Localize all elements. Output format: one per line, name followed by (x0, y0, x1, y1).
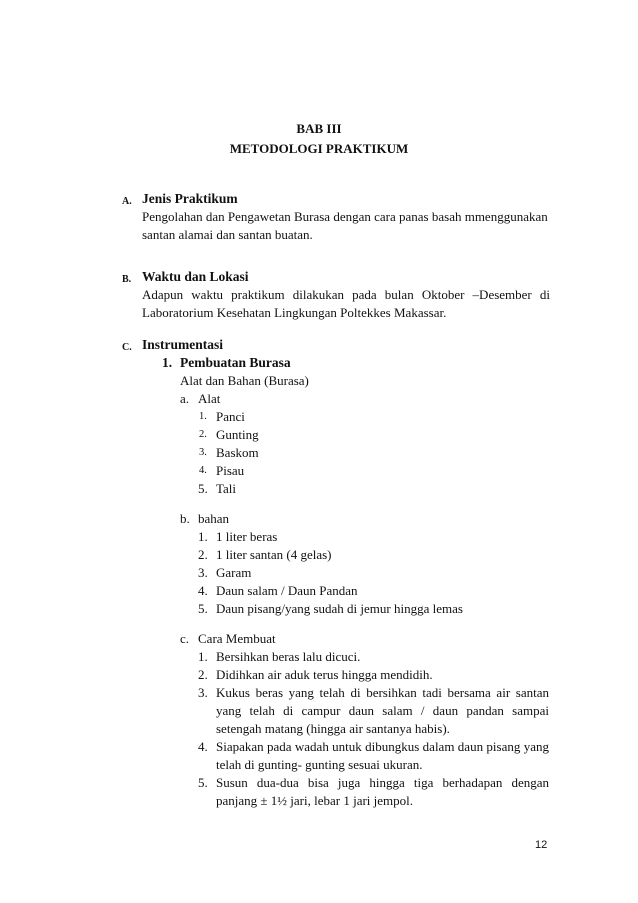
cara-step-text: Kukus beras yang telah di bersihkan tadi bersama air santan (216, 685, 549, 700)
bahan-item-text: 1 liter santan (4 gelas) (216, 547, 332, 562)
cara-step-text: panjang ± 1½ jari, lebar 1 jari jempol. (216, 793, 414, 808)
cara-step-text: Bersihkan beras lalu dicuci. (216, 649, 361, 664)
alat-item-number: 1. (199, 411, 207, 422)
section-b-heading: Waktu dan Lokasi (142, 269, 249, 284)
section-b-letter: B. (122, 274, 132, 285)
bahan-item-number: 3. (198, 565, 208, 580)
page-title: METODOLOGI PRAKTIKUM (229, 141, 409, 156)
tools-title: Alat dan Bahan (Burasa) (180, 373, 309, 388)
cara-marker: c. (180, 631, 190, 646)
alat-item-text: Baskom (216, 445, 259, 460)
alat-item-text: Tali (216, 481, 237, 496)
subsection-heading: Pembuatan Burasa (180, 355, 291, 370)
section-a-line-1: Pengolahan dan Pengawetan Burasa dengan cara panas basah mmenggunakan (142, 209, 548, 224)
bahan-item-number: 4. (198, 583, 208, 598)
alat-item-number: 4. (199, 465, 207, 476)
cara-step-text: Susun dua-dua bisa juga hingga tiga berhadapan dengan (216, 775, 549, 790)
alat-marker: a. (180, 391, 190, 406)
alat-item-text: Gunting (216, 427, 259, 442)
bahan-item-number: 1. (198, 529, 208, 544)
subsection-number: 1. (162, 355, 173, 370)
bahan-item-number: 2. (198, 547, 208, 562)
section-c-letter: C. (122, 342, 132, 353)
cara-step-number: 2. (198, 667, 208, 682)
bahan-item-text: Daun pisang/yang sudah di jemur hingga lemas (216, 601, 463, 616)
section-a-letter: A. (122, 196, 132, 207)
cara-step-text: telah di gunting- gunting sesuai ukuran. (216, 757, 423, 772)
alat-item-text: Pisau (216, 463, 245, 478)
alat-item-number: 3. (199, 447, 207, 458)
cara-step-number: 3. (198, 685, 208, 700)
bahan-label: bahan (198, 511, 230, 526)
cara-step-number: 4. (198, 739, 208, 754)
cara-step-text: Didihkan air aduk terus hingga mendidih. (216, 667, 433, 682)
alat-label: Alat (198, 391, 221, 406)
chapter-label: BAB III (296, 121, 342, 136)
bahan-item-text: Daun salam / Daun Pandan (216, 583, 358, 598)
section-a-heading: Jenis Praktikum (142, 191, 238, 206)
section-a-line-2: santan alamai dan santan buatan. (142, 227, 313, 242)
cara-step-text: Siapakan pada wadah untuk dibungkus dalam daun pisang yang (216, 739, 549, 754)
alat-item-number: 5. (198, 481, 208, 496)
cara-step-number: 5. (198, 775, 208, 790)
alat-item-text: Panci (216, 409, 245, 424)
page-number: 12 (535, 839, 548, 851)
cara-label: Cara Membuat (198, 631, 276, 646)
section-c-heading: Instrumentasi (142, 337, 224, 352)
bahan-item-text: Garam (216, 565, 252, 580)
cara-step-number: 1. (198, 649, 208, 664)
bahan-item-number: 5. (198, 601, 208, 616)
section-b-line-2: Laboratorium Kesehatan Lingkungan Poltekkes Makassar. (142, 305, 447, 320)
bahan-item-text: 1 liter beras (216, 529, 278, 544)
cara-step-text: setengah matang (hingga air santanya habis). (216, 721, 450, 736)
section-b-line-1: Adapun waktu praktikum dilakukan pada bulan Oktober –Desember di (142, 287, 550, 302)
cara-step-text: yang telah di campur daun salam / daun pandan sampai (216, 703, 549, 718)
alat-item-number: 2. (199, 429, 207, 440)
bahan-marker: b. (180, 511, 190, 526)
